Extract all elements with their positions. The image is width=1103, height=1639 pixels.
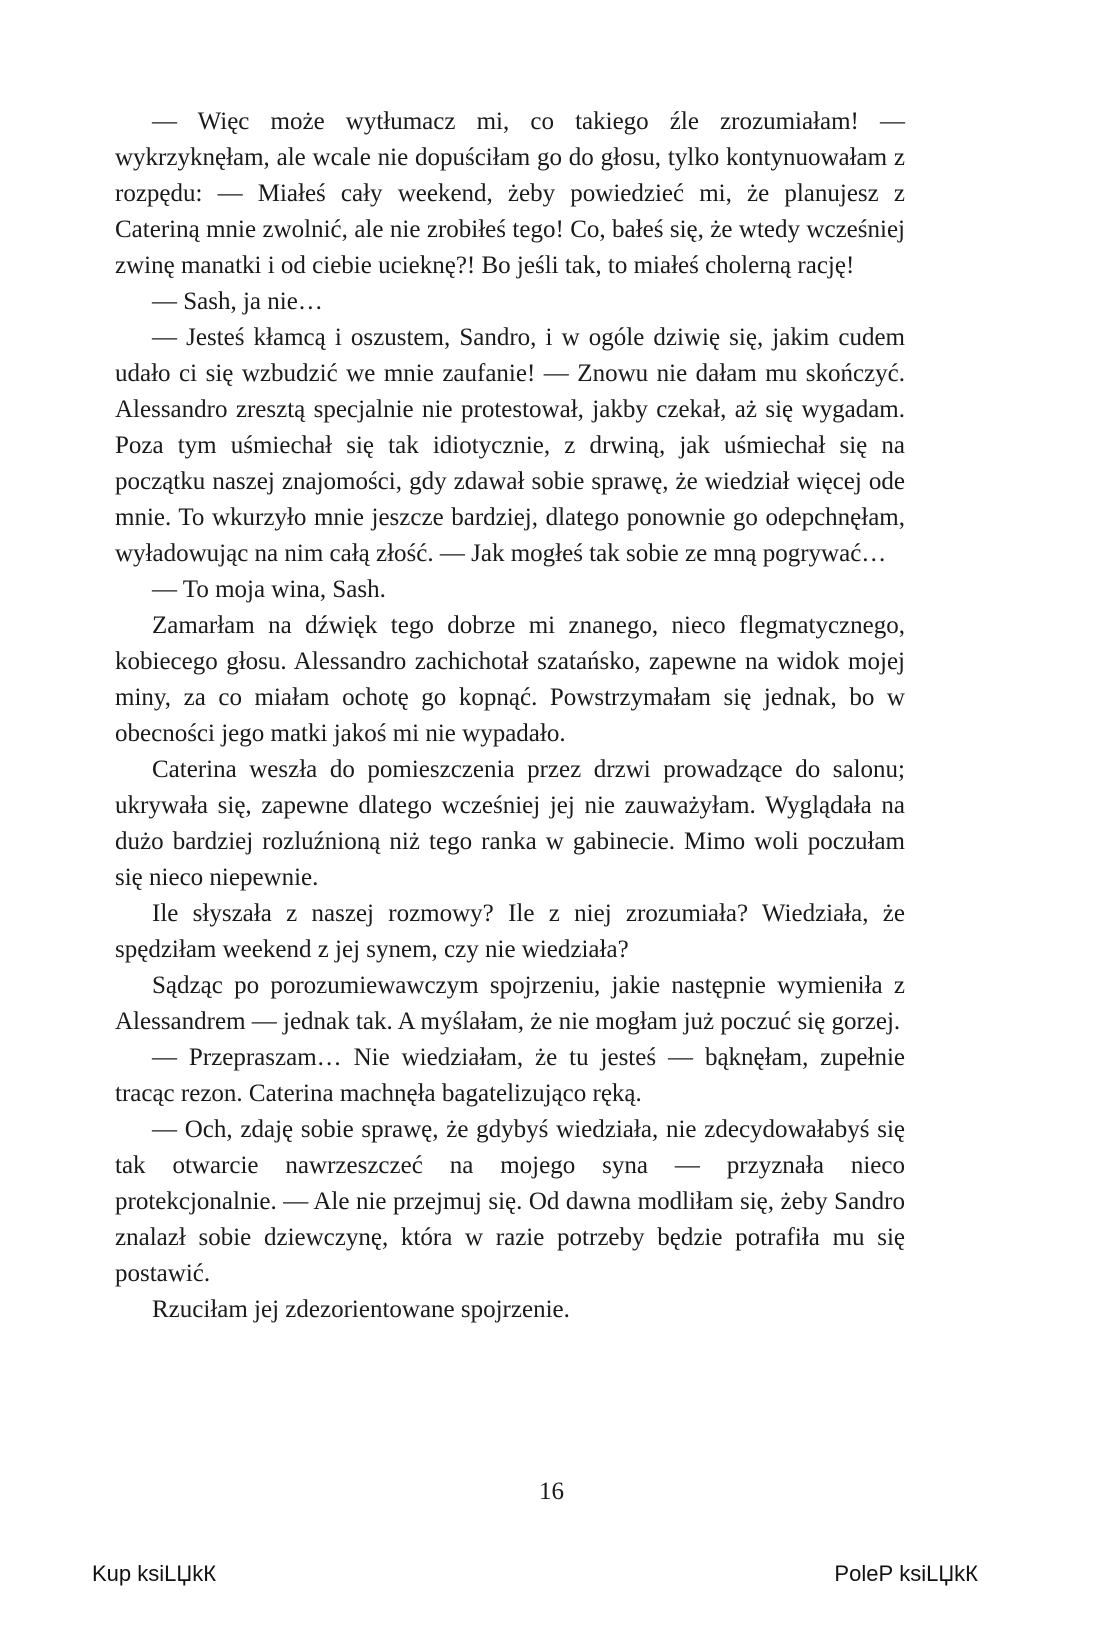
paragraph: Ile słyszała z naszej rozmowy? Ile z niej zrozumiała? Wiedziała, że spędziłam weekend z jej synem, czy nie wiedziała? bbox=[115, 900, 905, 963]
paragraph: Rzuciłam jej zdezorientowane spojrzenie. bbox=[152, 1296, 570, 1323]
paragraph: Zamarłam na dźwięk tego dobrze mi znanego, nieco flegmatycznego, kobiecego głosu. Alessandro zachichotał szatańsko, zapewne na widok mojej miny, za co miałam ochotę go kopnąć. Powstrzymałam się jednak, bo w obecności jego matki jakoś mi nie wypadało. bbox=[115, 612, 905, 747]
paragraph: — Jesteś kłamcą i oszustem, Sandro, i w ogóle dziwię się, jakim cudem udało ci się wzbudzić we mnie zaufanie! — Znowu nie dałam mu skończyć. Alessandro zresztą specjalnie nie protestował, jakby czekał, aż się wygadam. Poza tym uśmiechał się tak idiotycznie, z drwiną, jak uśmiechał się na początku naszej znajomości, gdy zdawał sobie sprawę, że wiedział więcej ode mnie. To wkurzyło mnie jeszcze bardziej, dlatego ponownie go odepchnęłam, wyładowując na nim całą złość. — Jak mogłeś tak sobie ze mną pogrywać… bbox=[115, 324, 905, 567]
book-page-text bbox=[115, 104, 905, 1328]
paragraph: — Och, zdaję sobie sprawę, że gdybyś wiedziała, nie zdecydowałabyś się tak otwarcie nawrzeszczeć na mojego syna — przyznała nieco protekcjonalnie. — Ale nie przejmuj się. Od dawna modliłam się, żeby Sandro znalazł sobie dziewczynę, która w razie potrzeby będzie potrafiła mu się postawić. bbox=[115, 1116, 905, 1287]
page-number: 16 bbox=[539, 1478, 564, 1505]
paragraph: — Przepraszam… Nie wiedziałam, że tu jesteś — bąknęłam, zupełnie tracąc rezon. Caterina machnęła bagatelizująco ręką. bbox=[115, 1044, 905, 1107]
paragraph: Caterina weszła do pomieszczenia przez drzwi prowadzące do salonu; ukrywała się, zapewne dlatego wcześniej jej nie zauważyłam. Wyglądała na dużo bardziej rozluźnioną niż tego ranka w gabinecie. Mimo woli poczułam się nieco niepewnie. bbox=[115, 756, 905, 891]
buy-book-link[interactable]: Kup ksiLЏkК bbox=[92, 1561, 217, 1586]
paragraph: Sądząc po porozumiewawczym spojrzeniu, jakie następnie wymieniła z Alessandrem — jednak tak. A myślałam, że nie mogłam już poczuć się gorzej. bbox=[115, 972, 905, 1035]
paragraph: — Sash, ja nie… bbox=[152, 288, 323, 315]
paragraph: — To moja wina, Sash. bbox=[152, 576, 386, 603]
paragraph: — Więc może wytłumacz mi, co takiego źle zrozumiałam! — wykrzyknęłam, ale wcale nie dopuściłam go do głosu, tylko kontynuowałam z rozpędu: — Miałeś cały weekend, żeby powiedzieć mi, że planujesz z Cateriną mnie zwolnić, ale nie zrobiłeś tego! Co, bałeś się, że wtedy wcześniej zwinę manatki i od ciebie ucieknę?! Bo jeśli tak, to miałeś cholerną rację! bbox=[115, 108, 905, 279]
recommend-book-link[interactable]: PoleР ksiLЏkК bbox=[834, 1561, 978, 1586]
